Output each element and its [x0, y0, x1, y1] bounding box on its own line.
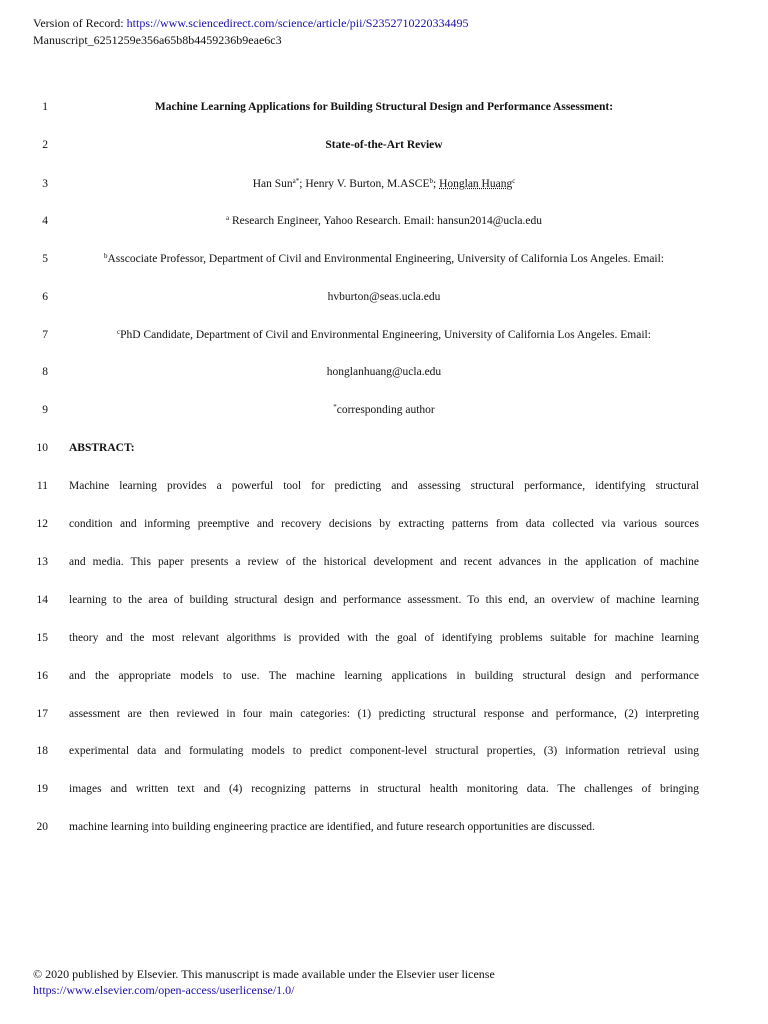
affiliation-a	[69, 211, 699, 231]
line-number: 8	[42, 366, 48, 378]
manuscript-line	[0, 779, 768, 799]
affiliation-c	[69, 325, 699, 345]
version-of-record	[33, 15, 468, 32]
abstract-line: images and written text and (4) recognizing patterns in structural health monitoring data. The challenges of bringing	[69, 783, 699, 795]
affiliation-b-email: hvburton@seas.ucla.edu	[327, 291, 441, 303]
version-label: Version of Record:	[33, 16, 124, 30]
page-header	[33, 15, 468, 49]
affiliation-superscript: b	[103, 252, 108, 260]
abstract-line: condition and informing preemptive and recovery decisions by extracting patterns from data collected via various sources	[69, 518, 699, 530]
manuscript-line	[0, 628, 768, 648]
manuscript-line	[0, 704, 768, 724]
line-number: 5	[42, 253, 48, 265]
affiliation-text: PhD Candidate, Department of Civil and Environmental Engineering, University of California Los Angeles. Email:	[120, 329, 651, 341]
corresponding-text: corresponding author	[336, 404, 435, 416]
author-name: Henry V. Burton, M.ASCE	[305, 178, 430, 190]
affiliation-superscript: c	[117, 328, 121, 336]
line-number: 6	[42, 291, 48, 303]
affiliation-superscript: a	[226, 214, 230, 222]
line-number: 17	[36, 708, 48, 720]
manuscript-line	[0, 514, 768, 534]
manuscript-line	[0, 97, 768, 117]
author-superscript: a*	[292, 177, 300, 185]
line-number: 14	[36, 594, 48, 606]
abstract-heading: ABSTRACT:	[69, 442, 135, 454]
author-list	[69, 174, 699, 194]
author-name: Han Sun	[252, 178, 293, 190]
manuscript-line	[0, 476, 768, 496]
abstract-line: experimental data and formulating models to predict component-level structural properties, (3) information retrieval using	[69, 745, 699, 757]
title-line-2: State-of-the-Art Review	[325, 139, 443, 151]
author-superscript: b	[429, 177, 433, 185]
manuscript-line	[0, 438, 768, 458]
manuscript-line	[0, 211, 768, 231]
manuscript-line	[0, 817, 768, 837]
author-name: Honglan Huang	[439, 178, 513, 190]
corresponding-superscript: *	[333, 403, 337, 411]
manuscript-line	[0, 287, 768, 307]
abstract-line: and the appropriate models to use. The machine learning applications in building structural design and performance	[69, 670, 699, 682]
author-superscript: c	[512, 177, 516, 185]
manuscript-id: Manuscript_6251259e356a65b8b4459236b9eae6c3	[33, 33, 282, 47]
line-number: 2	[42, 139, 48, 151]
affiliation-b	[69, 249, 699, 269]
author-separator: ;	[299, 178, 306, 190]
line-number: 18	[36, 745, 48, 757]
line-number: 15	[36, 632, 48, 644]
manuscript-line	[0, 400, 768, 420]
line-number: 20	[36, 821, 48, 833]
manuscript-line	[0, 362, 768, 382]
license-link[interactable]: https://www.elsevier.com/open-access/userlicense/1.0/	[33, 983, 295, 997]
manuscript-line	[0, 666, 768, 686]
page-footer	[33, 966, 495, 998]
line-number: 1	[42, 101, 48, 113]
line-number: 16	[36, 670, 48, 682]
copyright-notice: © 2020 published by Elsevier. This manuscript is made available under the Elsevier user license	[33, 967, 495, 981]
manuscript-line	[0, 741, 768, 761]
abstract-line: theory and the most relevant algorithms is provided with the goal of identifying problems suitable for machine learning	[69, 632, 699, 644]
abstract-line: learning to the area of building structural design and performance assessment. To this end, an overview of machine learning	[69, 594, 699, 606]
manuscript-line	[0, 174, 768, 194]
affiliation-c-email: honglanhuang@ucla.edu	[326, 366, 442, 378]
affiliation-text: Research Engineer, Yahoo Research. Email: hansun2014@ucla.edu	[229, 215, 542, 227]
version-link[interactable]: https://www.sciencedirect.com/science/article/pii/S2352710220334495	[126, 16, 469, 30]
abstract-line: and media. This paper presents a review of the historical development and recent advances in the application of machine	[69, 556, 699, 568]
line-number: 4	[42, 215, 48, 227]
line-number: 3	[42, 178, 48, 190]
line-number: 19	[36, 783, 48, 795]
manuscript-line	[0, 590, 768, 610]
abstract-line: Machine learning provides a powerful tool for predicting and assessing structural performance, identifying structural	[69, 480, 699, 492]
line-number: 13	[36, 556, 48, 568]
title-line-1: Machine Learning Applications for Building Structural Design and Performance Assessment:	[154, 101, 614, 113]
manuscript-line	[0, 135, 768, 155]
abstract-line: assessment are then reviewed in four main categories: (1) predicting structural response and performance, (2) interpreting	[69, 708, 699, 720]
line-number: 10	[36, 442, 48, 454]
author-separator: ;	[432, 178, 440, 190]
line-number: 11	[36, 480, 48, 492]
line-number: 9	[42, 404, 48, 416]
manuscript-line	[0, 552, 768, 572]
manuscript-line	[0, 325, 768, 345]
manuscript-line	[0, 249, 768, 269]
corresponding-author-note	[69, 400, 699, 420]
line-number: 12	[36, 518, 48, 530]
abstract-line: machine learning into building engineering practice are identified, and future research opportunities are discussed.	[69, 821, 595, 833]
affiliation-text: Asscociate Professor, Department of Civil and Environmental Engineering, University of California Los Angeles. Email:	[107, 253, 665, 265]
line-number: 7	[42, 329, 48, 341]
